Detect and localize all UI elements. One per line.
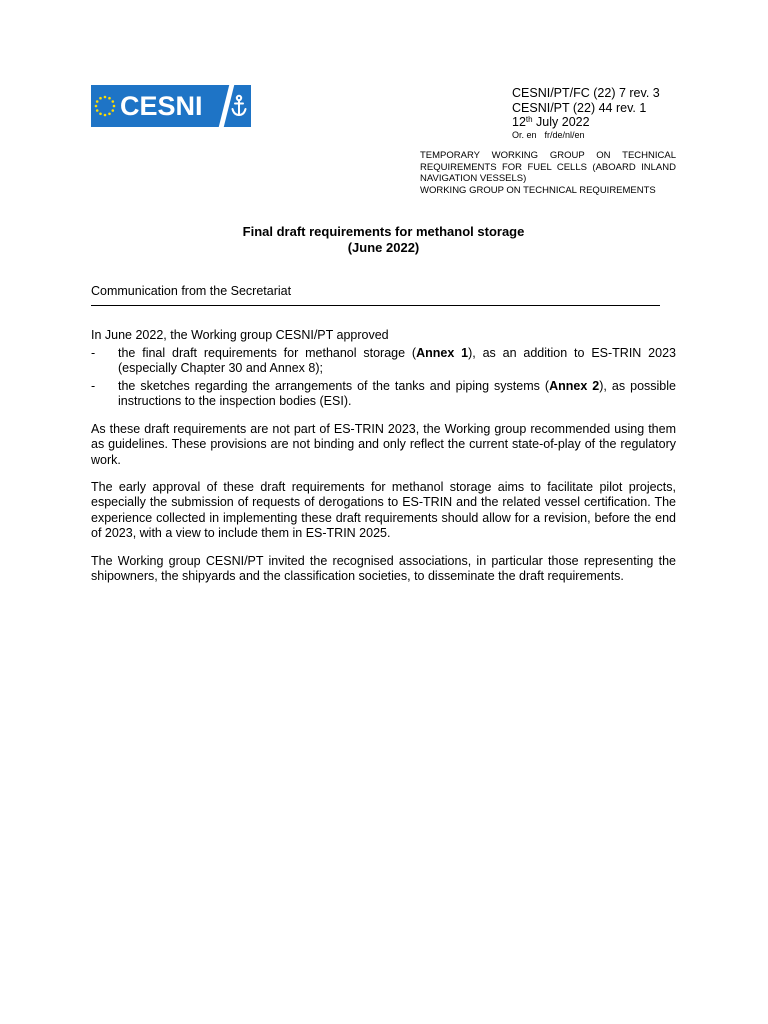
paragraph-early-approval: The early approval of these draft requirements for methanol storage aims to facilitate pilot projects, especially the submission of requests of derogations to ES-TRIN and the related vessel certification. The experience collected in implementing these draft requirements should allow for a revision, before the end of 2023, with a view to include them in ES-TRIN 2025.: [91, 480, 676, 540]
bullet-text-start: the sketches regarding the arrangements of the tanks and piping systems (: [118, 379, 550, 393]
bullet-text-end: ), as an addition to ES-TRIN 2023 (especially Chapter 30 and Annex 8);: [118, 346, 676, 376]
list-item: [91, 346, 676, 377]
title-line-2: (June 2022): [347, 240, 420, 255]
annex-reference: Annex 2: [549, 379, 600, 393]
anchor-icon: [230, 94, 248, 118]
bullet-text-start: the final draft requirements for methanol storage (: [118, 346, 417, 360]
logo-text: CESNI: [120, 91, 203, 121]
title-line-1: Final draft requirements for methanol storage: [242, 224, 525, 239]
paragraph-guidelines: As these draft requirements are not part of ES-TRIN 2023, the Working group recommended using them as guidelines. These provisions are not binding and only reflect the current state-of-play of the regulatory work.: [91, 422, 676, 467]
working-groups: [420, 150, 676, 196]
paragraph-dissemination: The Working group CESNI/PT invited the recognised associations, in particular those representing the shipowners, the shipyards and the classification societies, to disseminate the draft requirements.: [91, 554, 676, 584]
annex-reference: Annex 1: [416, 346, 469, 360]
divider-line: [91, 305, 660, 306]
original-label: Or. en: [512, 129, 537, 140]
document-reference: [512, 86, 660, 141]
bullet-text-end: ), as possible instructions to the inspection bodies (ESI).: [118, 379, 676, 409]
intro-paragraph: In June 2022, the Working group CESNI/PT approved: [91, 328, 389, 342]
communication-heading: Communication from the Secretariat: [91, 284, 292, 298]
working-group-2: WORKING GROUP ON TECHNICAL REQUIREMENTS: [420, 184, 656, 196]
cesni-logo: [91, 85, 254, 127]
reference-line-1: CESNI/PT/FC (22) 7 rev. 3: [512, 86, 660, 100]
list-item: [91, 379, 676, 410]
date-ordinal: th: [525, 115, 533, 124]
bullet-dash: -: [91, 379, 96, 393]
reference-date: [512, 115, 660, 130]
document-title: [91, 224, 676, 256]
reference-line-2: CESNI/PT (22) 44 rev. 1: [512, 100, 647, 115]
original-language-line: [512, 130, 660, 141]
bullet-text: [118, 346, 676, 377]
date-day: 12: [512, 115, 526, 129]
working-group-1: TEMPORARY WORKING GROUP ON TECHNICAL REQUIREMENTS FOR FUEL CELLS (ABOARD INLAND NAVIGATION VESSELS): [420, 150, 676, 184]
bullet-text: [118, 379, 676, 410]
logo-wordmark-panel: [91, 85, 227, 127]
bullet-dash: -: [91, 346, 96, 360]
language-list: fr/de/nl/en: [544, 129, 585, 140]
eu-stars-icon: [93, 94, 117, 118]
date-month-year: July 2022: [532, 115, 590, 129]
